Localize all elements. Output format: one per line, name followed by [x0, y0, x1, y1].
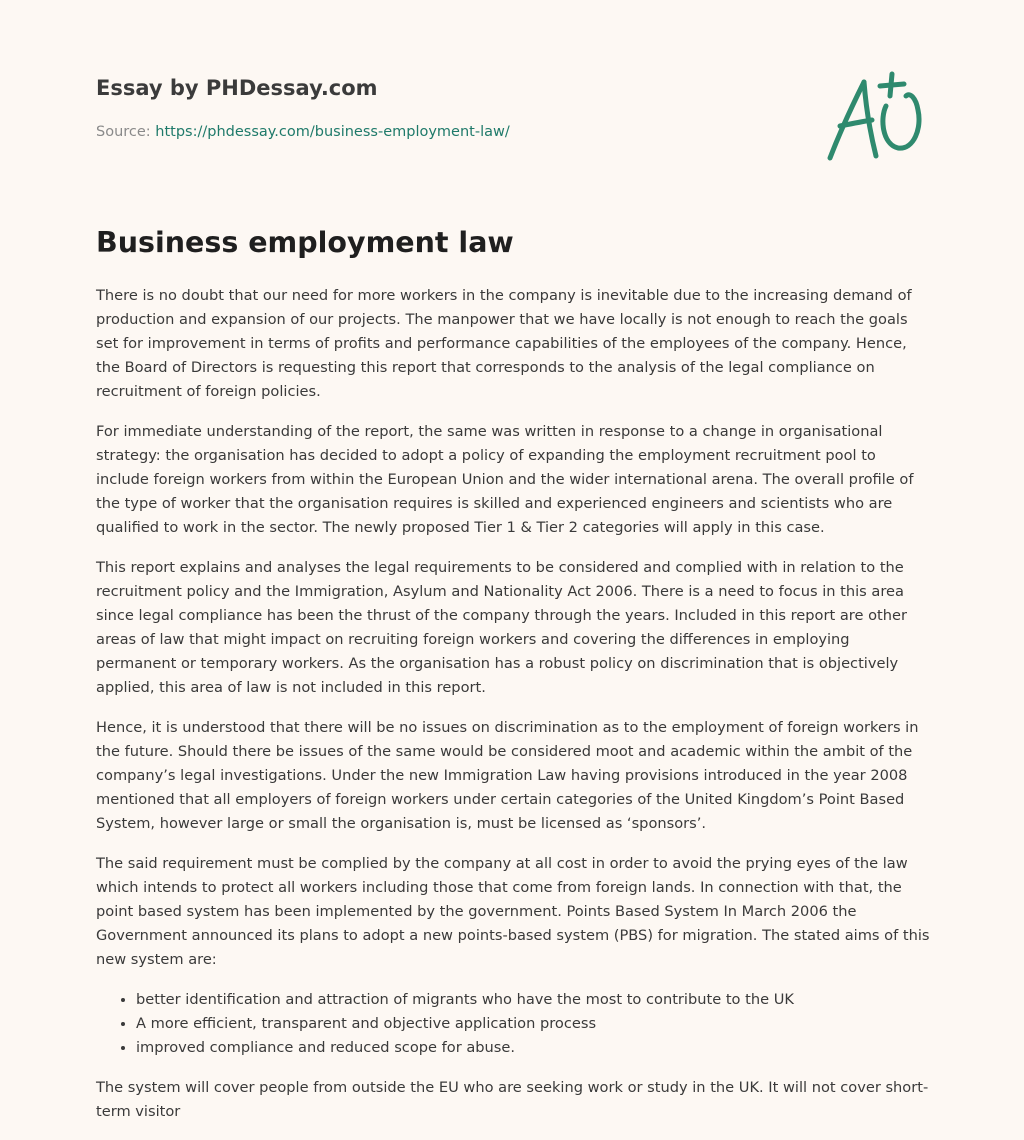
page-title: Business employment law — [96, 226, 514, 259]
a-plus-logo-icon — [826, 70, 926, 164]
list-item: • improved compliance and reduced scope for abuse. — [136, 1036, 931, 1060]
source-link[interactable]: https://phdessay.com/business-employment-law/ — [155, 124, 510, 140]
paragraph: This report explains and analyses the legal requirements to be considered and complied with in relation to the recruitment policy and the Immigration, Asylum and Nationality Act 2006. There is a need to focus in this area since legal compliance has been the thrust of the company through the years. Included in this report are other areas of law that might impact on recruiting foreign workers and covering the differences in employing permanent or temporary workers. As the organisation has a robust policy on discrimination that is objectively applied, this area of law is not included in this report. — [96, 559, 907, 696]
aims-list — [96, 988, 931, 1060]
paragraph: The said requirement must be complied by the company at all cost in order to avoid the prying eyes of the law which intends to protect all workers including those that come from foreign lands. In connection with that, the point based system has been implemented by the government. Points Based System In March 2006 the Government announced its plans to adopt a new points-based system (PBS) for migration. The stated aims of this new system are: — [96, 855, 930, 968]
source-label: Source: — [96, 124, 156, 140]
source-line — [96, 124, 510, 140]
list-item: • A more efficient, transparent and objective application process — [136, 1012, 931, 1036]
paragraph: Hence, it is understood that there will be no issues on discrimination as to the employment of foreign workers in the future. Should there be issues of the same would be considered moot and academic within the ambit of the company’s legal investigations. Under the new Immigration Law having provisions introduced in the year 2008 mentioned that all employers of foreign workers under certain categories of the United Kingdom’s Point Based System, however large or small the organisation is, must be licensed as ‘sponsors’. — [96, 719, 919, 832]
list-item: • better identification and attraction of migrants who have the most to contribute to the UK — [136, 988, 931, 1012]
brand-title: Essay by PHDessay.com — [96, 76, 378, 100]
paragraph: For immediate understanding of the report, the same was written in response to a change in organisational strategy: the organisation has decided to adopt a policy of expanding the employment recruitment pool to include foreign workers from within the European Union and the wider international arena. The overall profile of the type of worker that the organisation requires is skilled and experienced engineers and scientists who are qualified to work in the sector. The newly proposed Tier 1 & Tier 2 categories will apply in this case. — [96, 423, 914, 536]
article-body — [96, 284, 931, 1140]
paragraph: The system will cover people from outside the EU who are seeking work or study in the UK. It will not cover short-term visitor — [96, 1079, 929, 1120]
paragraph: There is no doubt that our need for more workers in the company is inevitable due to the increasing demand of production and expansion of our projects. The manpower that we have locally is not enough to reach the goals set for improvement in terms of profits and performance capabilities of the employees of the company. Hence, the Board of Directors is requesting this report that corresponds to the analysis of the legal compliance on recruitment of foreign policies. — [96, 287, 912, 400]
